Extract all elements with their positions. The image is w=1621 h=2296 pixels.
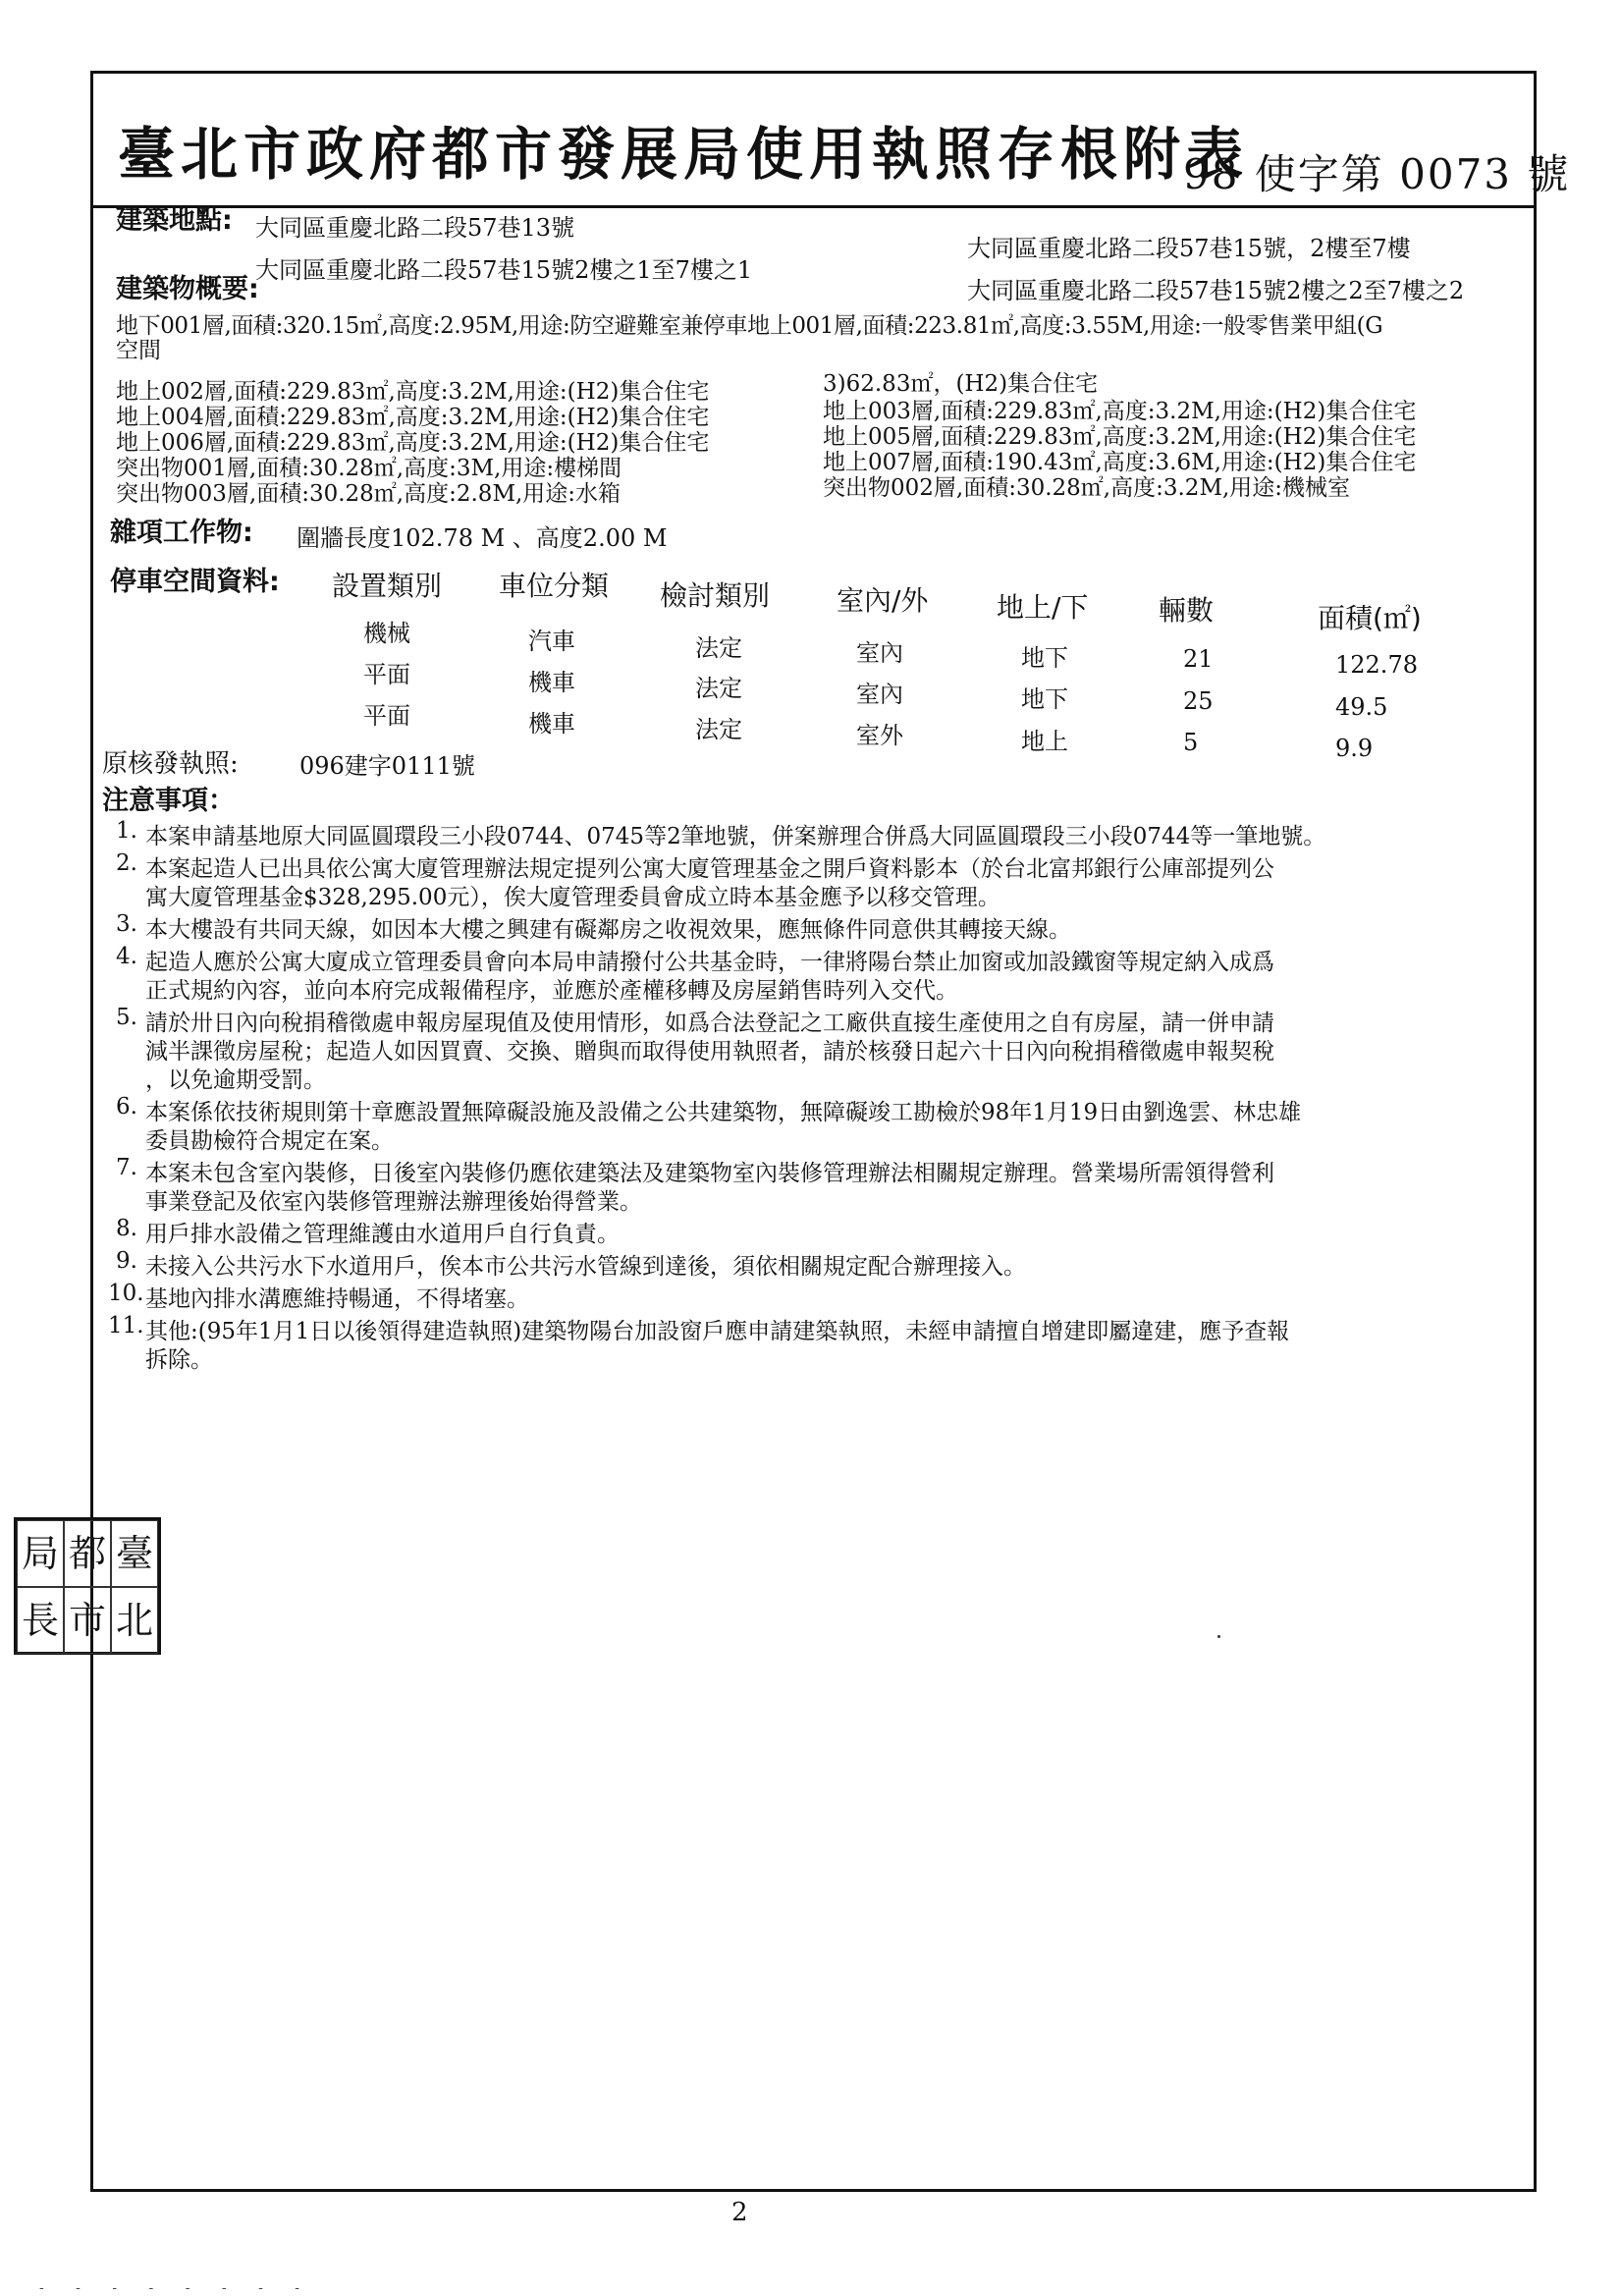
parking-cell: 法定 <box>695 716 742 743</box>
site-address-4: 大同區重慶北路二段57巷15號2樓之2至7樓之2 <box>967 277 1465 304</box>
seal-char: 長 <box>17 1587 64 1654</box>
building-row: 地上007層,面積:190.43㎡,高度:3.6M,用途:(H2)集合住宅 <box>823 450 1417 475</box>
official-seal <box>14 1517 161 1655</box>
document-title: 臺北市政府都市發展局使用執照存根附表 <box>118 121 1250 188</box>
site-address-3: 大同區重慶北路二段57巷15號，2樓至7樓 <box>967 235 1411 262</box>
parking-header: 車位分類 <box>499 570 610 602</box>
original-permit-value: 096建字0111號 <box>299 752 475 780</box>
parking-cell: 法定 <box>695 634 742 662</box>
building-line-1b-left: 空間 <box>116 338 161 363</box>
parking-cell: 49.5 <box>1335 693 1388 721</box>
note-text: 寓大廈管理基金$328,295.00元），俟大廈管理委員會成立時本基金應予以移交管理。 <box>145 885 1000 910</box>
building-row: 突出物003層,面積:30.28㎡,高度:2.8M,用途:水箱 <box>116 481 621 507</box>
parking-header: 檢討類別 <box>660 579 771 612</box>
parking-cell: 機械 <box>363 620 410 647</box>
building-row: 突出物002層,面積:30.28㎡,高度:3.2M,用途:機械室 <box>823 475 1351 501</box>
note-number: 2. <box>116 850 137 876</box>
parking-cell: 室內 <box>856 639 903 667</box>
note-number: 4. <box>116 944 137 969</box>
building-row: 地上005層,面積:229.83㎡,高度:3.2M,用途:(H2)集合住宅 <box>823 424 1417 450</box>
parking-header: 室內/外 <box>837 584 929 617</box>
note-text: 正式規約內容，並向本府完成報備程序，並應於產權移轉及房屋銷售時列入交代。 <box>145 978 958 1004</box>
note-number: 3. <box>116 911 137 937</box>
parking-cell: 地下 <box>1021 685 1068 713</box>
note-number: 5. <box>116 1005 137 1030</box>
note-text: 事業登記及依室內裝修管理辦法辦理後始得營業。 <box>145 1189 642 1215</box>
note-number: 6. <box>116 1094 137 1120</box>
building-line-1b-right: 3)62.83㎡，(H2)集合住宅 <box>823 371 1099 397</box>
note-text: 委員勘檢符合規定在案。 <box>145 1128 394 1154</box>
parking-label: 停車空間資料: <box>110 567 280 597</box>
parking-cell: 地下 <box>1021 644 1068 672</box>
note-text: ，以免逾期受罰。 <box>145 1067 326 1093</box>
scan-artifact: - - - - - - - - <box>39 2280 313 2296</box>
note-text: 拆除。 <box>145 1347 213 1373</box>
parking-cell: 機車 <box>528 669 575 696</box>
note-text: 起造人應於公寓大廈成立管理委員會向本局申請撥付公共基金時，一律將陽台禁止加窗或加設鐵窗等規定納入成爲 <box>145 950 1274 975</box>
parking-cell: 室外 <box>856 722 903 749</box>
parking-header: 面積(㎡) <box>1318 602 1422 634</box>
parking-header: 地上/下 <box>997 591 1089 624</box>
building-row: 地上006層,面積:229.83㎡,高度:3.2M,用途:(H2)集合住宅 <box>116 430 710 456</box>
note-text: 本案未包含室內裝修，日後室內裝修仍應依建築法及建築物室內裝修管理辦法相關規定辦理。營業場所需領得營利 <box>145 1161 1274 1186</box>
misc-value: 圍牆長度102.78 M 、高度2.00 M <box>297 524 668 552</box>
note-text: 用戶排水設備之管理維護由水道用戶自行負責。 <box>145 1222 620 1247</box>
permit-number: 98 使字第 0073 號 <box>1183 150 1571 198</box>
parking-cell: 機車 <box>528 710 575 738</box>
parking-cell: 9.9 <box>1335 735 1374 762</box>
building-line-1: 地下001層,面積:320.15㎡,高度:2.95M,用途:防空避難室兼停車地上001層,面積:223.81㎡,高度:3.55M,用途:一般零售業甲組(G <box>116 313 1383 339</box>
building-label: 建築物概要: <box>116 274 259 304</box>
parking-cell: 汽車 <box>528 628 575 655</box>
parking-cell: 122.78 <box>1335 651 1418 679</box>
parking-cell: 平面 <box>363 702 410 730</box>
building-row: 突出物001層,面積:30.28㎡,高度:3M,用途:樓梯間 <box>116 456 622 481</box>
note-text: 未接入公共污水下水道用戶，俟本市公共污水管線到達後，須依相關規定配合辦理接入。 <box>145 1254 1026 1280</box>
note-text: 本大樓設有共同天線，如因本大樓之興建有礙鄰房之收視效果，應無條件同意供其轉接天線。 <box>145 917 1071 943</box>
note-number: 7. <box>116 1155 137 1180</box>
site-address-1: 大同區重慶北路二段57巷13號 <box>255 214 575 242</box>
parking-cell: 平面 <box>363 661 410 688</box>
parking-header: 輛數 <box>1159 594 1215 627</box>
page-number: 2 <box>731 2198 748 2227</box>
note-text: 其他:(95年1月1日以後領得建造執照)建築物陽台加設窗戶應申請建築執照，未經申請擅自增建即屬違建，應予查報 <box>145 1319 1290 1344</box>
speck <box>1217 1635 1220 1638</box>
site-label: 建築地點: <box>116 205 233 236</box>
building-row: 地上002層,面積:229.83㎡,高度:3.2M,用途:(H2)集合住宅 <box>116 379 710 405</box>
original-permit-label: 原核發執照: <box>102 749 239 779</box>
parking-header: 設置類別 <box>332 570 443 602</box>
note-text: 減半課徵房屋稅；起造人如因買賣、交換、贈與而取得使用執照者，請於核發日起六十日內向稅捐稽徵處申報契稅 <box>145 1039 1274 1065</box>
notes-label: 注意事項： <box>102 786 235 816</box>
site-address-2: 大同區重慶北路二段57巷15號2樓之1至7樓之1 <box>255 256 753 284</box>
parking-cell: 5 <box>1183 729 1199 756</box>
note-number: 1. <box>116 818 137 844</box>
note-number: 9. <box>116 1248 137 1274</box>
parking-cell: 地上 <box>1021 728 1068 755</box>
seal-char: 北 <box>111 1587 158 1654</box>
note-number: 10. <box>108 1281 144 1306</box>
note-text: 本案係依技術規則第十章應設置無障礙設施及設備之公共建築物，無障礙竣工勘檢於98年1月19日由劉逸雲、林忠雄 <box>145 1100 1302 1125</box>
building-row: 地上003層,面積:229.83㎡,高度:3.2M,用途:(H2)集合住宅 <box>823 399 1417 424</box>
note-text: 基地內排水溝應維持暢通，不得堵塞。 <box>145 1286 529 1312</box>
seal-char: 局 <box>17 1520 64 1587</box>
parking-cell: 21 <box>1183 645 1214 673</box>
parking-cell: 法定 <box>695 675 742 702</box>
parking-cell: 25 <box>1183 687 1214 715</box>
parking-cell: 室內 <box>856 681 903 708</box>
note-text: 請於卅日內向稅捐稽徵處申報房屋現值及使用情形，如爲合法登記之工廠供直接生產使用之自有房屋，請一併申請 <box>145 1011 1274 1036</box>
note-number: 11. <box>108 1313 144 1339</box>
seal-char: 市 <box>64 1587 111 1654</box>
building-row: 地上004層,面積:229.83㎡,高度:3.2M,用途:(H2)集合住宅 <box>116 405 710 430</box>
seal-char: 臺 <box>111 1520 158 1587</box>
note-number: 8. <box>116 1216 137 1241</box>
note-text: 本案起造人已出具依公寓大廈管理辦法規定提列公寓大廈管理基金之開戶資料影本（於台北富邦銀行公庫部提列公 <box>145 856 1274 882</box>
misc-label: 雜項工作物: <box>110 518 253 548</box>
note-text: 本案申請基地原大同區圓環段三小段0744、0745等2筆地號，併案辦理合併爲大同區圓環段三小段0744等一筆地號。 <box>145 824 1326 849</box>
seal-char: 都 <box>64 1520 111 1587</box>
